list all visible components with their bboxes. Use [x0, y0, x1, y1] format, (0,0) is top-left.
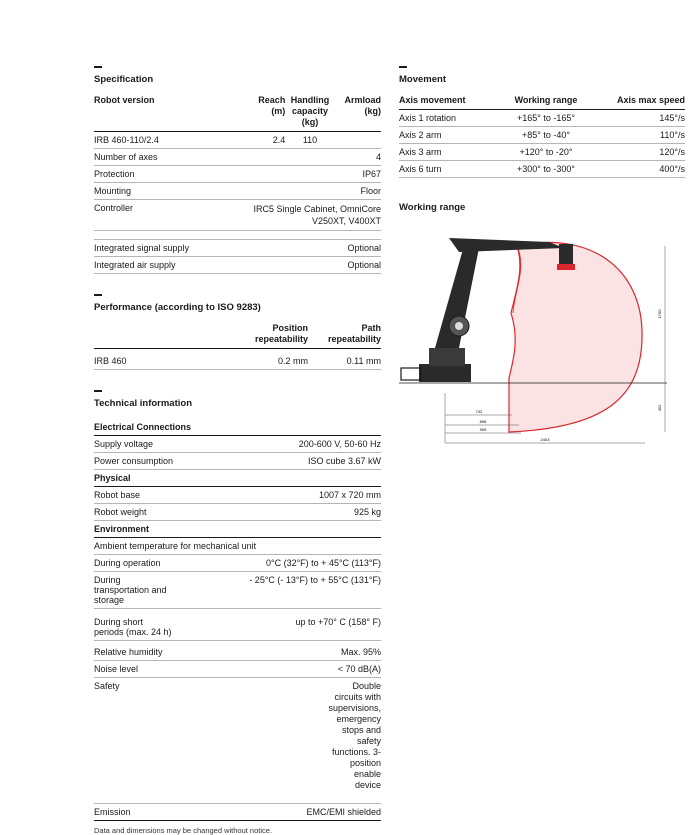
- group-header: Environment: [94, 521, 381, 538]
- performance-table: [94, 323, 381, 370]
- table-row: Axis 3 arm +120° to -20° 120°/s: [399, 144, 685, 161]
- path-header: Path repeatability: [308, 323, 381, 349]
- right-column: [399, 66, 685, 223]
- table-row: Axis 2 arm +85° to -40° 110°/s: [399, 127, 685, 144]
- robot-base: [419, 364, 471, 382]
- performance-row: IRB 460 0.2 mm 0.11 mm: [94, 353, 381, 370]
- robot-flange: [557, 264, 575, 270]
- working-range-diagram: [399, 228, 689, 458]
- dim-label: 898: [479, 419, 487, 424]
- model-handling: 110: [285, 132, 334, 149]
- table-row: Robot weight 925 kg: [94, 504, 381, 521]
- table-row: Number of axes 4: [94, 149, 381, 166]
- technical-table: [94, 419, 381, 821]
- dim-label: 742: [475, 409, 483, 414]
- table-row: Relative humidity Max. 95%: [94, 641, 381, 661]
- table-row: Power consumption ISO cube 3.67 kW: [94, 453, 381, 470]
- dim-label: 452: [657, 404, 662, 412]
- armload-header: Armload (kg): [335, 95, 381, 132]
- model-name: IRB 460-110/2.4: [94, 132, 253, 149]
- table-row: Emission EMC/EMI shielded: [94, 804, 381, 821]
- speed-header: Axis max speed: [595, 95, 685, 110]
- model-reach: 2.4: [253, 132, 285, 149]
- table-row: Axis 1 rotation +165° to -165° 145°/s: [399, 110, 685, 127]
- table-row: During transportation and storage - 25°C (- 13°F) to + 55°C (131°F): [94, 572, 381, 609]
- group-header: Physical: [94, 470, 381, 487]
- range-header: Working range: [497, 95, 595, 110]
- movement-table: [399, 95, 685, 178]
- handling-header: Handling capacity (kg): [285, 95, 334, 132]
- section-marker: [399, 66, 407, 68]
- movement-title: Movement: [399, 74, 446, 85]
- dim-label: 909: [479, 427, 487, 432]
- table-row: Mounting Floor: [94, 183, 381, 200]
- group-header: Electrical Connections: [94, 419, 381, 436]
- position-header: Position repeatability: [242, 323, 308, 349]
- table-row: Safety Double circuits with supervisions, emergency stops and safety functions. 3-position enable device: [94, 678, 381, 804]
- dim-label: 1700: [657, 309, 662, 319]
- specification-title: Specification: [94, 74, 154, 85]
- performance-title: Performance (according to ISO 9283): [94, 302, 261, 313]
- robot-pedestal: [429, 348, 465, 366]
- spacer-row: [94, 231, 381, 240]
- working-range-title: Working range: [399, 202, 466, 213]
- disclaimer: Data and dimensions may be changed without notice.: [94, 826, 273, 835]
- dim-label: 2403: [540, 437, 550, 442]
- working-envelope: [509, 242, 642, 432]
- robot-joint-hub: [455, 322, 463, 330]
- section-marker: [94, 294, 102, 296]
- table-row: Protection IP67: [94, 166, 381, 183]
- reach-header: Reach (m): [253, 95, 285, 132]
- mount-frame: [401, 368, 421, 380]
- robot-wrist: [559, 244, 573, 266]
- section-marker: [94, 66, 102, 68]
- table-row: Supply voltage 200-600 V, 50-60 Hz: [94, 436, 381, 453]
- model-row: [94, 132, 381, 149]
- section-marker: [94, 390, 102, 392]
- table-row: Controller IRC5 Single Cabinet, OmniCore V250XT, V400XT: [94, 200, 381, 231]
- table-row: Integrated signal supply Optional: [94, 240, 381, 257]
- table-row: Integrated air supply Optional: [94, 257, 381, 274]
- specification-table: [94, 95, 381, 274]
- table-row: Ambient temperature for mechanical unit: [94, 538, 381, 555]
- table-row: Robot base 1007 x 720 mm: [94, 487, 381, 504]
- technical-title: Technical information: [94, 398, 193, 409]
- table-row: During operation 0°C (32°F) to + 45°C (113°F): [94, 555, 381, 572]
- table-row: Noise level < 70 dB(A): [94, 661, 381, 678]
- table-row: Axis 6 turn +300° to -300° 400°/s: [399, 161, 685, 178]
- axis-header: Axis movement: [399, 95, 497, 110]
- model-armload: [335, 132, 381, 149]
- left-column: [94, 66, 381, 835]
- table-row: During short periods (max. 24 h) up to +70° C (158° F): [94, 609, 381, 641]
- robot-version-header: Robot version: [94, 95, 253, 132]
